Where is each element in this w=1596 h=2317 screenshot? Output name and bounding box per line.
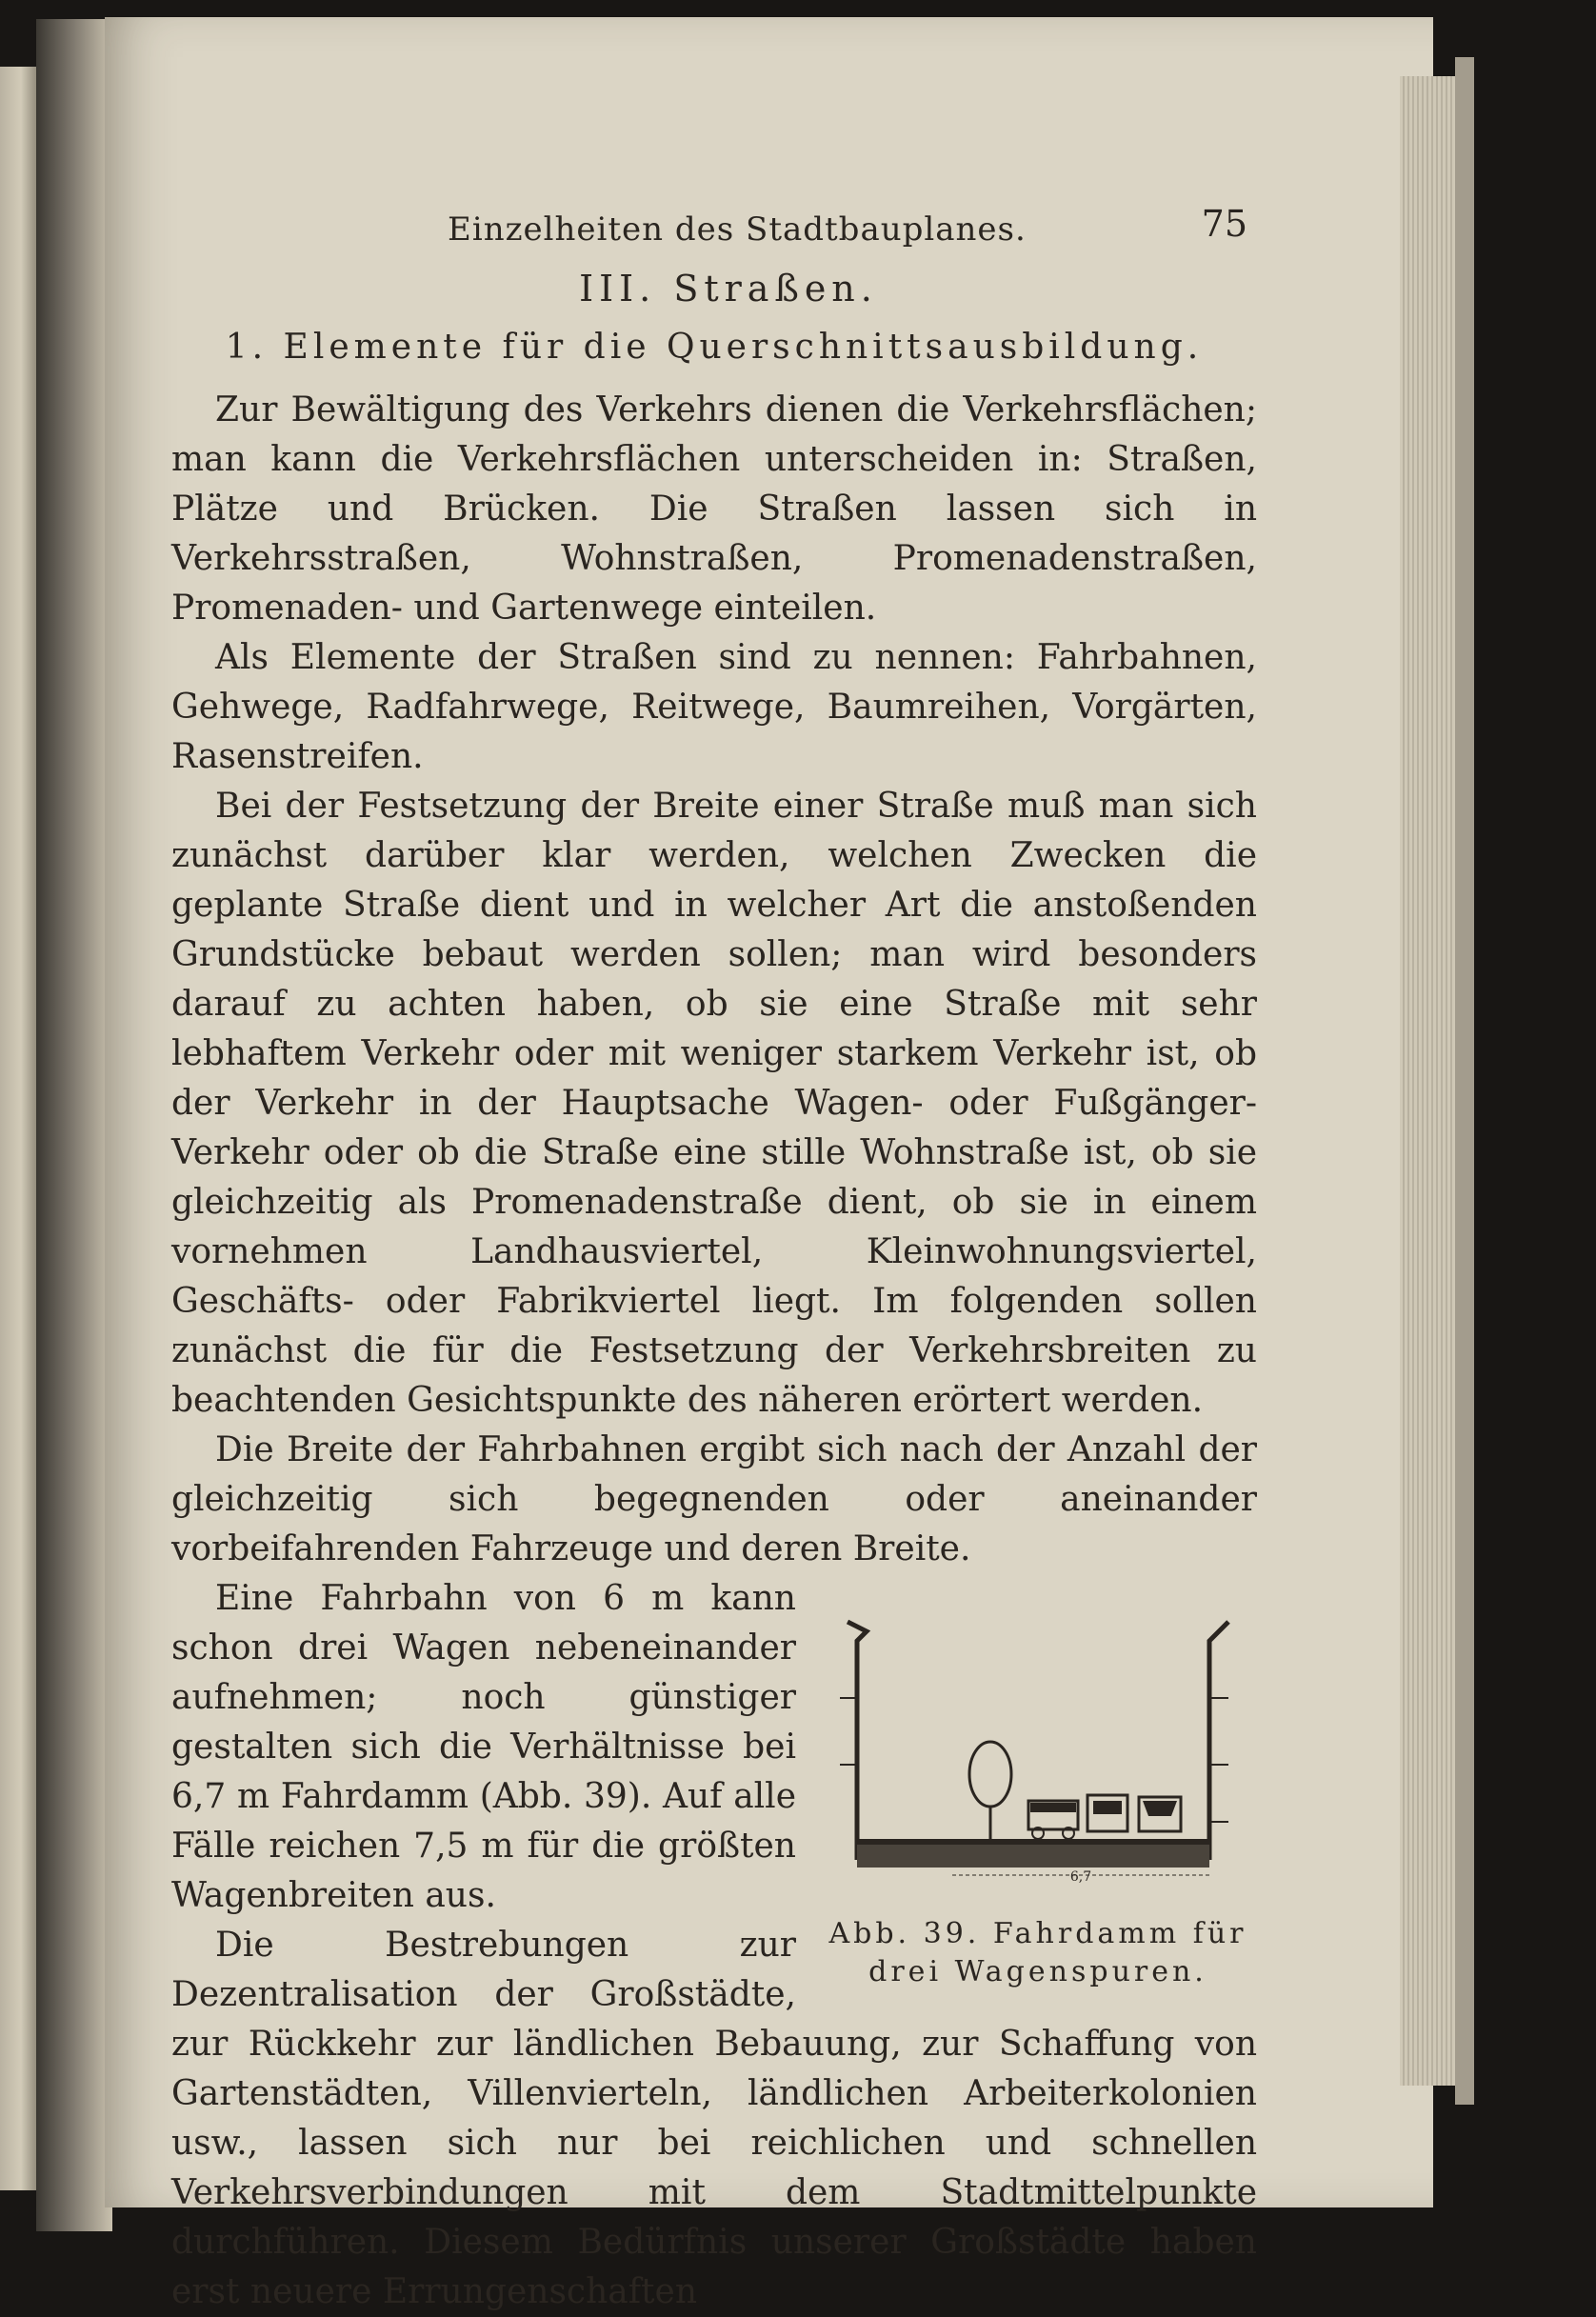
figure-wrap-block [171, 1574, 1257, 2317]
figure-caption: Abb. 39. Fahrdamm für drei Wagenspuren. [828, 1917, 1247, 1988]
running-head-title: Einzelheiten des Stadtbauplanes. [448, 210, 1027, 249]
paragraph-2: Als Elemente der Straßen sind zu nennen: Fahrbahnen, Gehwege, Radfahrwege, Reitwege, Baumreihen, Vorgärten, Rasenstreifen. [171, 638, 1257, 776]
section-title: III. Straßen. [579, 268, 878, 310]
dimension-label: 6,7 [1069, 1869, 1092, 1885]
cover-edge [1455, 57, 1474, 2105]
paragraph-1: Zur Bewältigung des Verkehrs dienen die Verkehrsflächen; man kann die Verkehrsflächen unterscheiden in: Straßen, Plätze und Brücken. Die Straßen lassen sich in Verkehrsstraßen, Wohnstraßen, Promenadenstraßen, Promenaden- und Gartenwege einteilen. [171, 390, 1257, 628]
page-edges [1400, 76, 1459, 2086]
paragraph-6: Die Bestrebungen zur Dezentralisation der Großstädte, zur Rückkehr zur ländlichen Bebauung, zur Schaffung von Gartenstädten, Villenvierteln, ländlichen Arbeiterkolonien usw., lassen sich nur bei reichlichen und schnellen Verkehrsverbindungen mit dem Stadtmittelpunkte durchführen. Diesem Bedürfnis unserer Großstädte haben erst neuere Errungenschaften [171, 1926, 1257, 2311]
left-page-edge [0, 67, 38, 2190]
book-gutter [36, 19, 112, 2231]
subsection-title: 1. Elemente für die Querschnittsausbildung. [225, 328, 1204, 367]
running-head [171, 186, 1257, 249]
paragraph-3: Bei der Festsetzung der Breite einer Straße muß man sich zunächst darüber klar werden, welchen Zwecken die geplante Straße dient und in welcher Art die anstoßenden Grundstücke bebaut werden sollen; man wird besonders darauf zu achten haben, ob sie eine Straße mit sehr lebhaftem Verkehr oder mit weniger starkem Verkehr ist, ob der Verkehr in der Hauptsache Wagen- oder Fußgänger-Verkehr oder ob die Straße eine stille Wohnstraße ist, ob sie gleichzeitig als Promenadenstraße dient, ob sie in einem vornehmen Landhausviertel, Kleinwohnungsviertel, Geschäfts- oder Fabrikviertel liegt. Im folgenden sollen zunächst die für die Festsetzung der Verkehrsbreiten zu beachtenden Gesichtspunkte des näheren erörtert werden. [171, 787, 1257, 1420]
paragraph-4: Die Breite der Fahrbahnen ergibt sich nach der Anzahl der gleichzeitig sich begegnenden oder aneinander vorbeifahrenden Fahrzeuge und deren Breite. [171, 1430, 1257, 1568]
road-cross-section-illustration [828, 1584, 1247, 1898]
page-number: 75 [1201, 203, 1247, 245]
page-text [171, 186, 1257, 2317]
figure-39 [819, 1584, 1257, 1991]
paragraph-5: Eine Fahrbahn von 6 m kann schon drei Wagen nebeneinander aufnehmen; noch günstiger gestalten sich die Verhältnisse bei 6,7 m Fahrdamm (Abb. 39). Auf alle Fälle reichen 7,5 m für die größten Wagenbreiten aus. [171, 1579, 796, 1915]
